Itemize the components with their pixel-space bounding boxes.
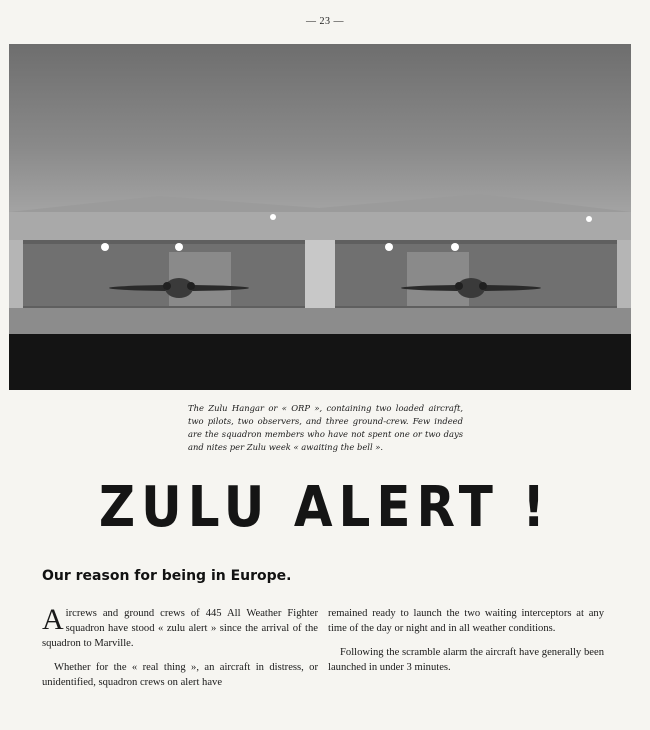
hangar-photo (9, 44, 631, 390)
body-paragraph: Following the scramble alarm the aircraft have generally been launched in under 3 minutes. (328, 647, 604, 673)
body-column-left (42, 603, 318, 699)
body-paragraph: remained ready to launch the two waiting interceptors at any time of the day or night and in all weather conditions. (328, 608, 604, 634)
hangar-illustration (9, 44, 631, 390)
page-number: — 23 — (306, 16, 344, 27)
subheading: Our reason for being in Europe. (42, 568, 292, 584)
photo-caption: The Zulu Hangar or « ORP », containing two loaded aircraft, two pilots, two observers, and three ground-crew. Few indeed are the squadron members who have not spent one or two days and nites per Zulu week « awaiting the bell ». (188, 403, 463, 452)
body-column-right (328, 606, 604, 684)
body-paragraph (42, 603, 318, 651)
body-paragraph: Whether for the « real thing », an aircraft in distress, or unidentified, squadron crews on alert have (42, 662, 318, 688)
headline: ZULU ALERT ! (98, 474, 552, 540)
drop-cap: A (42, 603, 64, 636)
paragraph-text: ircrews and ground crews of 445 All Weather Fighter squadron have stood « zulu alert » since the arrival of the squadron to Marville. (42, 608, 318, 649)
